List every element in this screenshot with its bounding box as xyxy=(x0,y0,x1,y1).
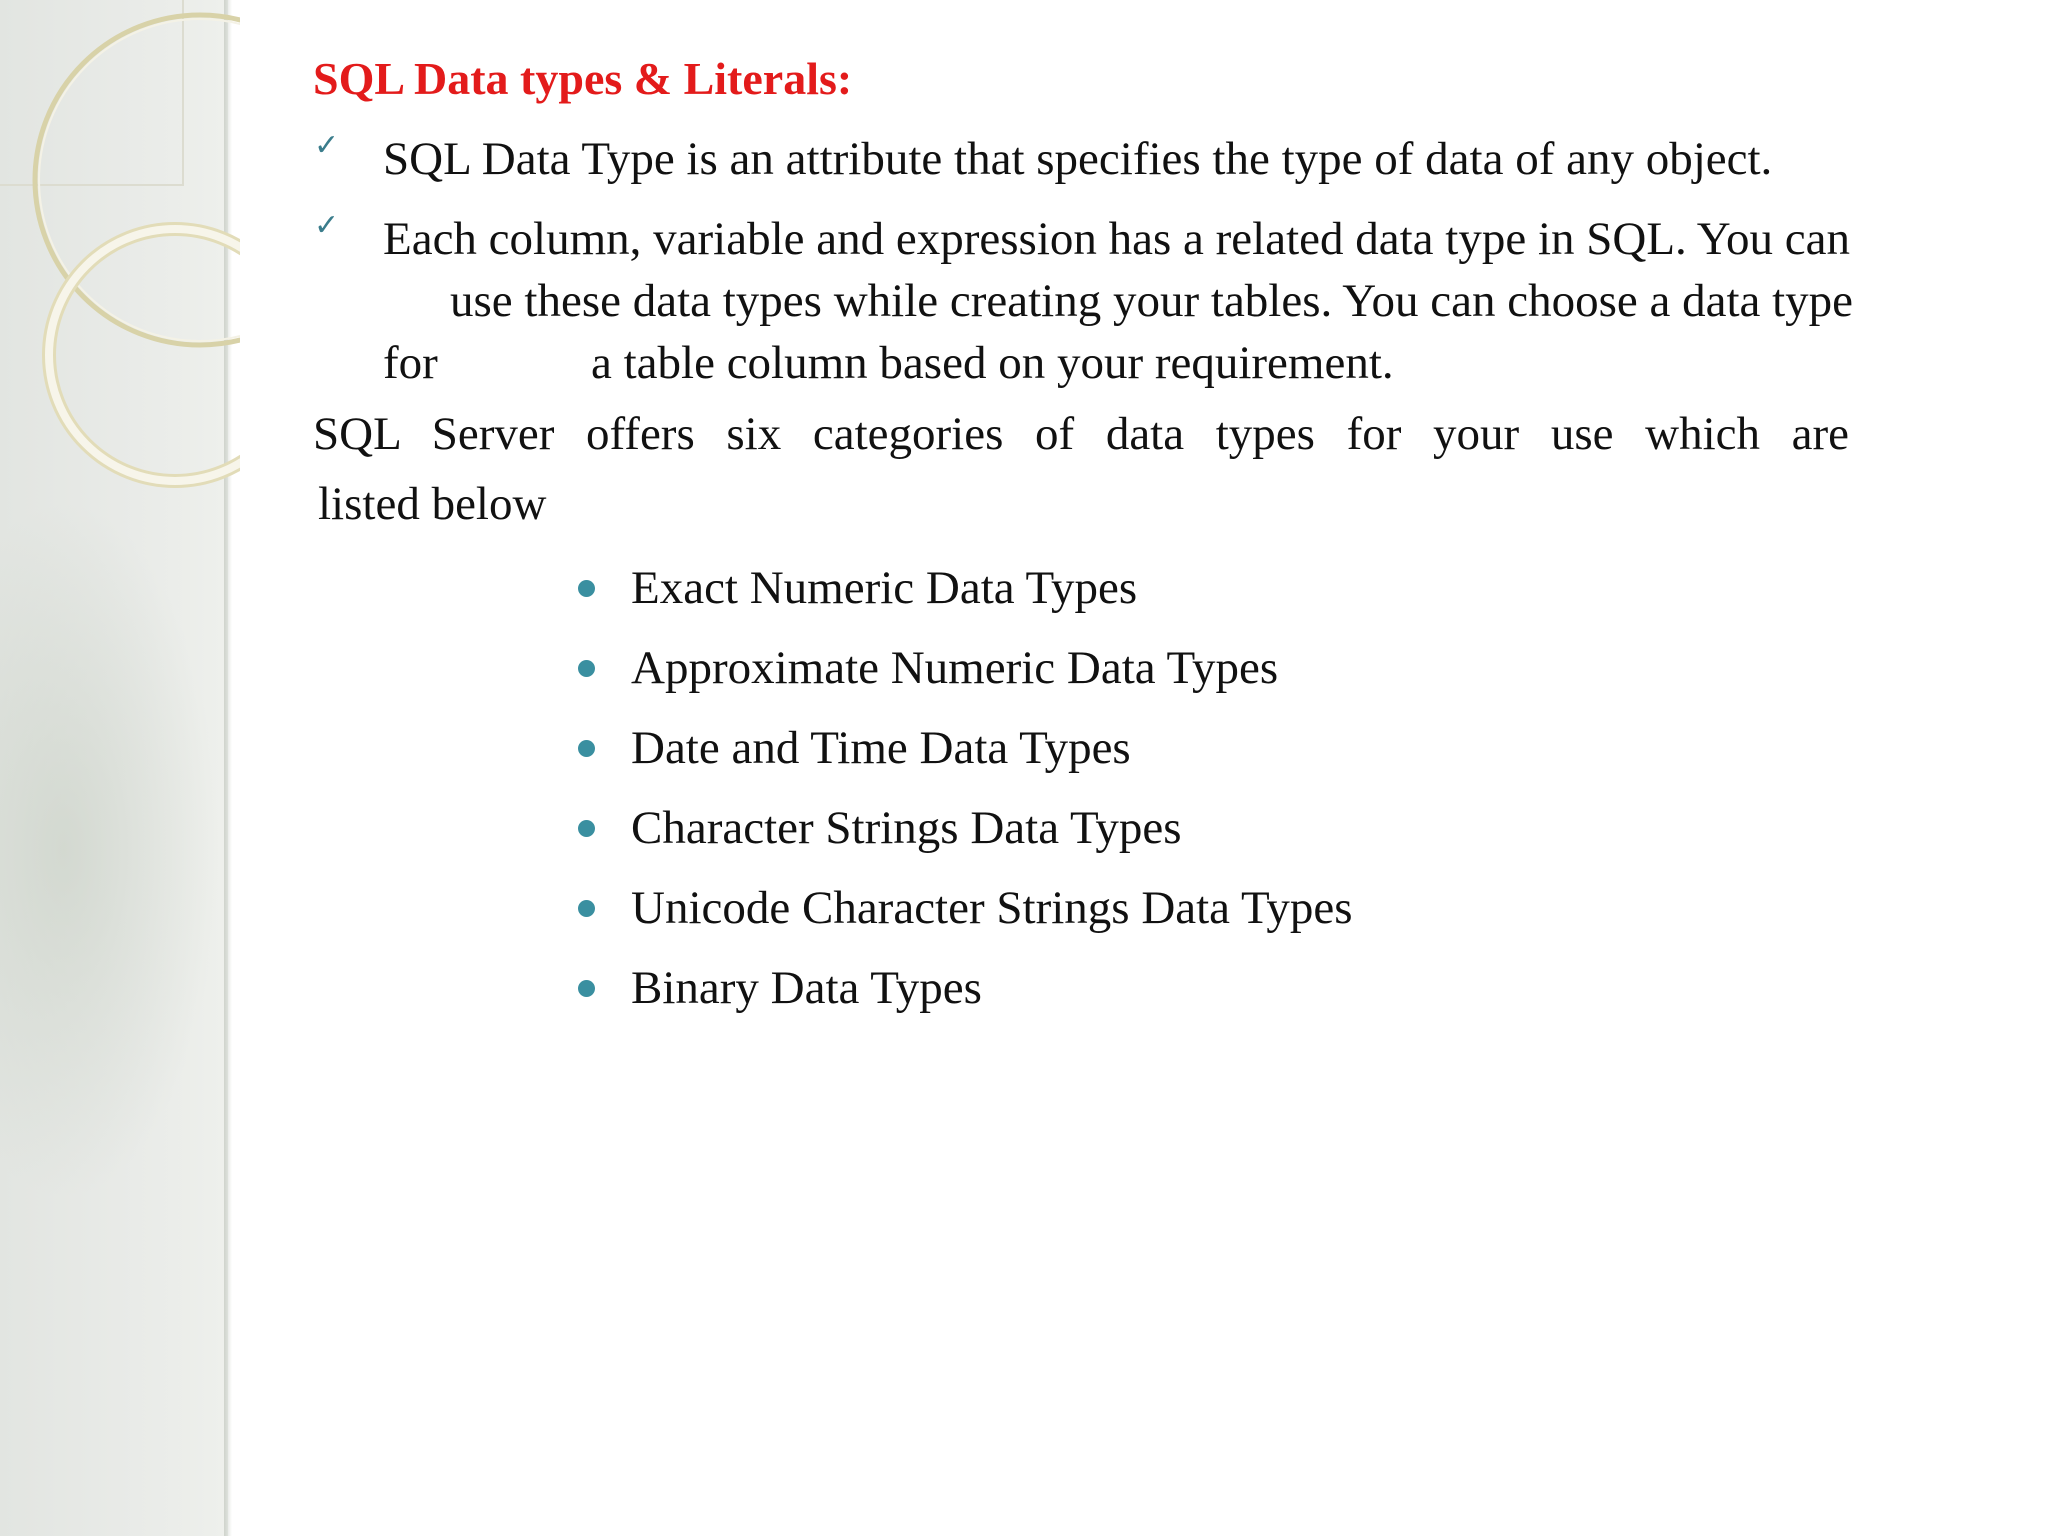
decorative-small-ring xyxy=(49,229,240,481)
decorative-rings xyxy=(0,0,240,520)
side-panel-shading xyxy=(0,500,220,1200)
bullet-dot-icon xyxy=(578,820,595,837)
category-label: Date and Time Data Types xyxy=(631,721,1131,774)
check-point-2-line-2: use these data types while creating your tables. You can choose a data type xyxy=(450,275,1854,327)
bullet-dot-icon xyxy=(578,980,595,997)
category-label: Approximate Numeric Data Types xyxy=(631,641,1279,694)
check-mark-icon: ✓ xyxy=(314,208,340,243)
category-label: Binary Data Types xyxy=(631,961,982,1014)
check-point-2-line-1: Each column, variable and expression has a related data type in SQL. You can xyxy=(383,213,1851,265)
check-mark-icon: ✓ xyxy=(314,128,340,163)
check-point-2-line-3: for xyxy=(383,337,438,389)
bullet-dot-icon xyxy=(578,740,595,757)
list-item xyxy=(578,558,1137,618)
category-label: Unicode Character Strings Data Types xyxy=(631,881,1353,934)
bullet-dot-icon xyxy=(578,900,595,917)
category-label: Exact Numeric Data Types xyxy=(631,561,1138,614)
bullet-dot-icon xyxy=(578,660,595,677)
list-item xyxy=(578,878,1353,938)
slide-title: SQL Data types & Literals: xyxy=(313,53,853,104)
list-item xyxy=(578,718,1131,778)
decorative-corner-line xyxy=(0,0,183,185)
list-item xyxy=(578,958,982,1018)
list-item xyxy=(578,798,1182,858)
paragraph-line-1: SQL Server offers six categories of data types for your use which are xyxy=(313,408,1849,460)
check-point-1-line-1: SQL Data Type is an attribute that specifies the type of data of any object. xyxy=(383,133,1773,185)
bullet-dot-icon xyxy=(578,580,595,597)
check-point-2-line-4: a table column based on your requirement. xyxy=(591,337,1394,389)
category-label: Character Strings Data Types xyxy=(631,801,1182,854)
list-item xyxy=(578,638,1278,698)
paragraph-line-2: listed below xyxy=(318,478,547,530)
